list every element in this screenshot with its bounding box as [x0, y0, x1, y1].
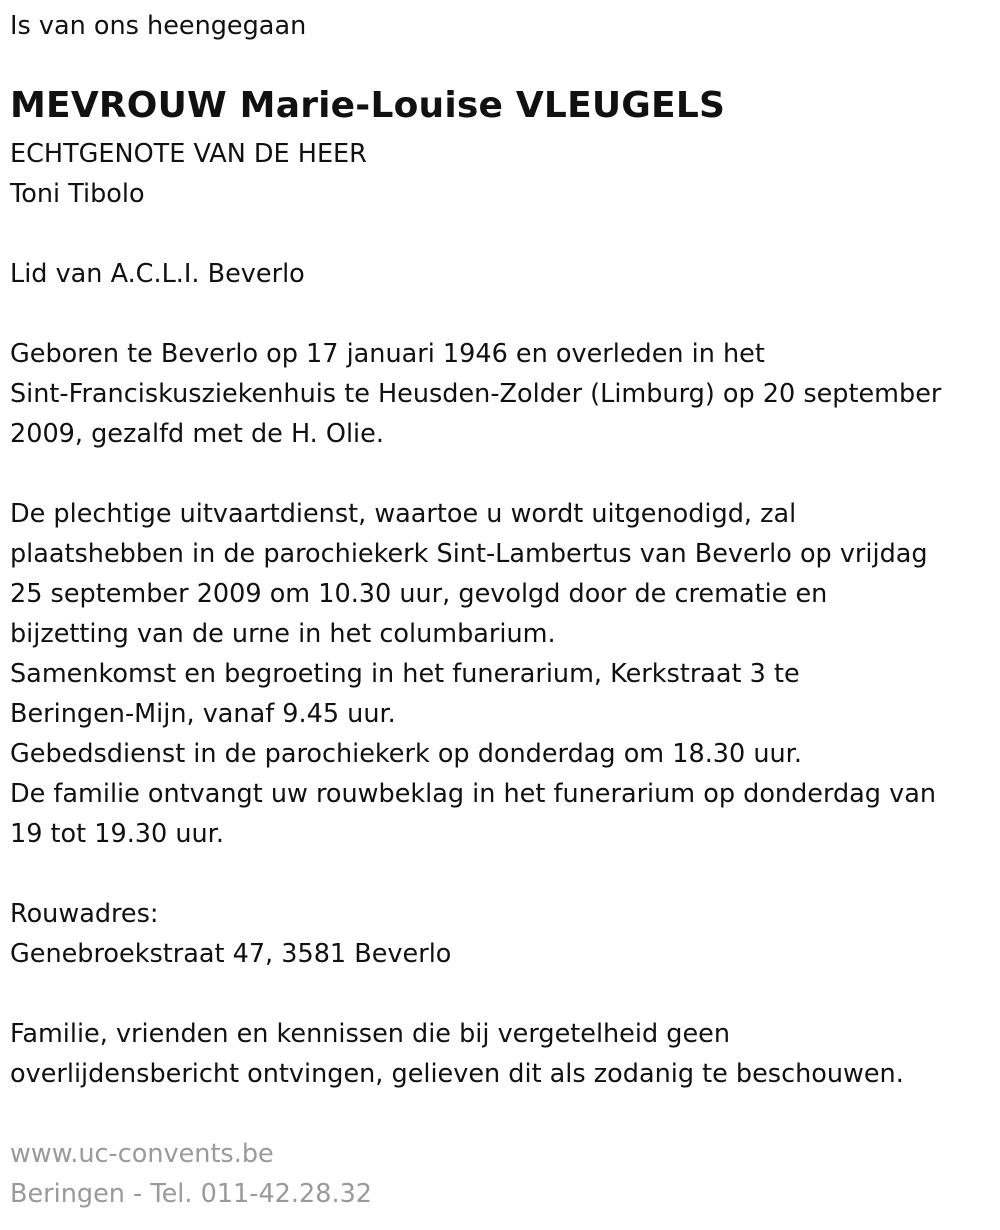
ceremony-line: 19 tot 19.30 uur. — [10, 819, 224, 849]
membership-text: Lid van A.C.L.I. Beverlo — [10, 259, 305, 289]
footer-website[interactable]: www.uc-convents.be — [10, 1139, 274, 1169]
membership-block — [10, 254, 305, 294]
birth-death-block — [10, 334, 941, 454]
footer-contact: Beringen - Tel. 011-42.28.32 — [10, 1179, 373, 1209]
ceremony-line: Beringen-Mijn, vanaf 9.45 uur. — [10, 699, 396, 729]
notice-block — [10, 1014, 904, 1094]
footer-block — [10, 1134, 372, 1214]
spouse-block — [10, 134, 367, 214]
mourning-address-value: Genebroekstraat 47, 3581 Beverlo — [10, 939, 452, 969]
ceremony-line: De plechtige uitvaartdienst, waartoe u wordt uitgenodigd, zal — [10, 499, 797, 529]
notice-line: overlijdensbericht ontvingen, gelieven dit als zodanig te beschouwen. — [10, 1059, 904, 1089]
intro-text: Is van ons heengegaan — [10, 11, 307, 41]
ceremony-line: bijzetting van de urne in het columbarium. — [10, 619, 556, 649]
ceremony-line: 25 september 2009 om 10.30 uur, gevolgd door de crematie en — [10, 579, 828, 609]
ceremony-block — [10, 494, 936, 854]
mourning-address-block — [10, 894, 451, 974]
notice-line: Familie, vrienden en kennissen die bij vergetelheid geen — [10, 1019, 730, 1049]
birth-death-line: Geboren te Beverlo op 17 januari 1946 en overleden in het — [10, 339, 765, 369]
ceremony-line: Gebedsdienst in de parochiekerk op donderdag om 18.30 uur. — [10, 739, 802, 769]
birth-death-line: 2009, gezalfd met de H. Olie. — [10, 419, 384, 449]
spouse-name: Toni Tibolo — [10, 179, 145, 209]
birth-death-line: Sint-Franciskusziekenhuis te Heusden-Zolder (Limburg) op 20 september — [10, 379, 942, 409]
ceremony-line: De familie ontvangt uw rouwbeklag in het funerarium op donderdag van — [10, 779, 936, 809]
mourning-address-label: Rouwadres: — [10, 899, 159, 929]
spouse-title: ECHTGENOTE VAN DE HEER — [10, 139, 367, 169]
ceremony-line: Samenkomst en begroeting in het funerarium, Kerkstraat 3 te — [10, 659, 800, 689]
deceased-name: MEVROUW Marie-Louise VLEUGELS — [10, 85, 726, 126]
ceremony-line: plaatshebben in de parochiekerk Sint-Lambertus van Beverlo op vrijdag — [10, 539, 928, 569]
